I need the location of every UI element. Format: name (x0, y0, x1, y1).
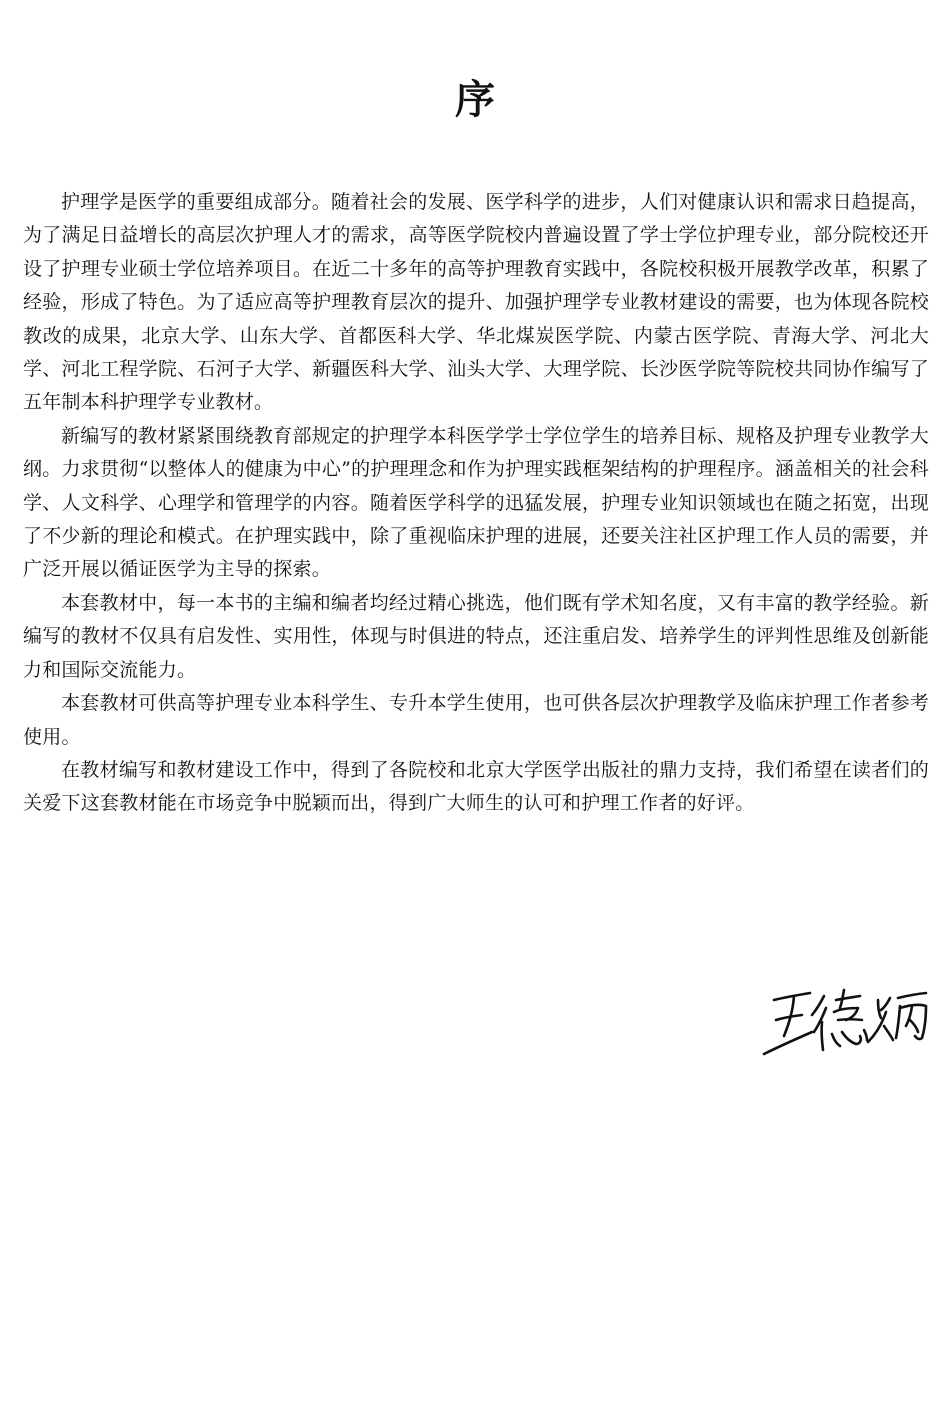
paragraph-3: 本套教材中，每一本书的主编和编者均经过精心挑选，他们既有学术知名度，又有丰富的教学经验。新编写的教材不仅具有启发性、实用性，体现与时俱进的特点，还注重启发、培养学生的评判性思维及创新能力和国际交流能力。 (23, 591, 929, 681)
paragraph-2: 新编写的教材紧紧围绕教育部规定的护理学本科医学学士学位学生的培养目标、规格及护理专业教学大纲。力求贯彻“以整体人的健康为中心”的护理理念和作为护理实践框架结构的护理程序。涵盖相关的社会科学、人文科学、心理学和管理学的内容。随着医学科学的迅猛发展，护理专业知识领域也在随之拓宽，出现了不少新的理论和模式。在护理实践中，除了重视临床护理的进展，还要关注社区护理工作人员的需要，并广泛开展以循证医学为主导的探索。 (23, 424, 929, 581)
signature-drawing (760, 982, 935, 1064)
paragraph-4: 本套教材可供高等护理专业本科学生、专升本学生使用，也可供各层次护理教学及临床护理工作者参考使用。 (23, 692, 929, 748)
handwritten-signature (760, 982, 935, 1064)
paragraph-5: 在教材编写和教材建设工作中，得到了各院校和北京大学医学出版社的鼎力支持，我们希望在读者们的关爱下这套教材能在市场竞争中脱颖而出，得到广大师生的认可和护理工作者的好评。 (23, 758, 929, 815)
paragraph-1: 护理学是医学的重要组成部分。随着社会的发展、医学科学的进步，人们对健康认识和需求日趋提高，为了满足日益增长的高层次护理人才的需求，高等医学院校内普遍设置了学士学位护理专业，部分院校还开设了护理专业硕士学位培养项目。在近二十多年的高等护理教育实践中，各院校积极开展教学改革，积累了经验，形成了特色。为了适应高等护理教育层次的提升、加强护理学专业教材建设的需要，也为体现各院校教改的成果，北京大学、山东大学、首都医科大学、华北煤炭医学院、内蒙古医学院、青海大学、河北大学、河北工程学院、石河子大学、新疆医科大学、汕头大学、大理学院、长沙医学院等院校共同协作编写了五年制本科护理学专业教材。 (23, 191, 929, 414)
page-title: 序 (455, 76, 495, 123)
preface-body (23, 186, 929, 821)
